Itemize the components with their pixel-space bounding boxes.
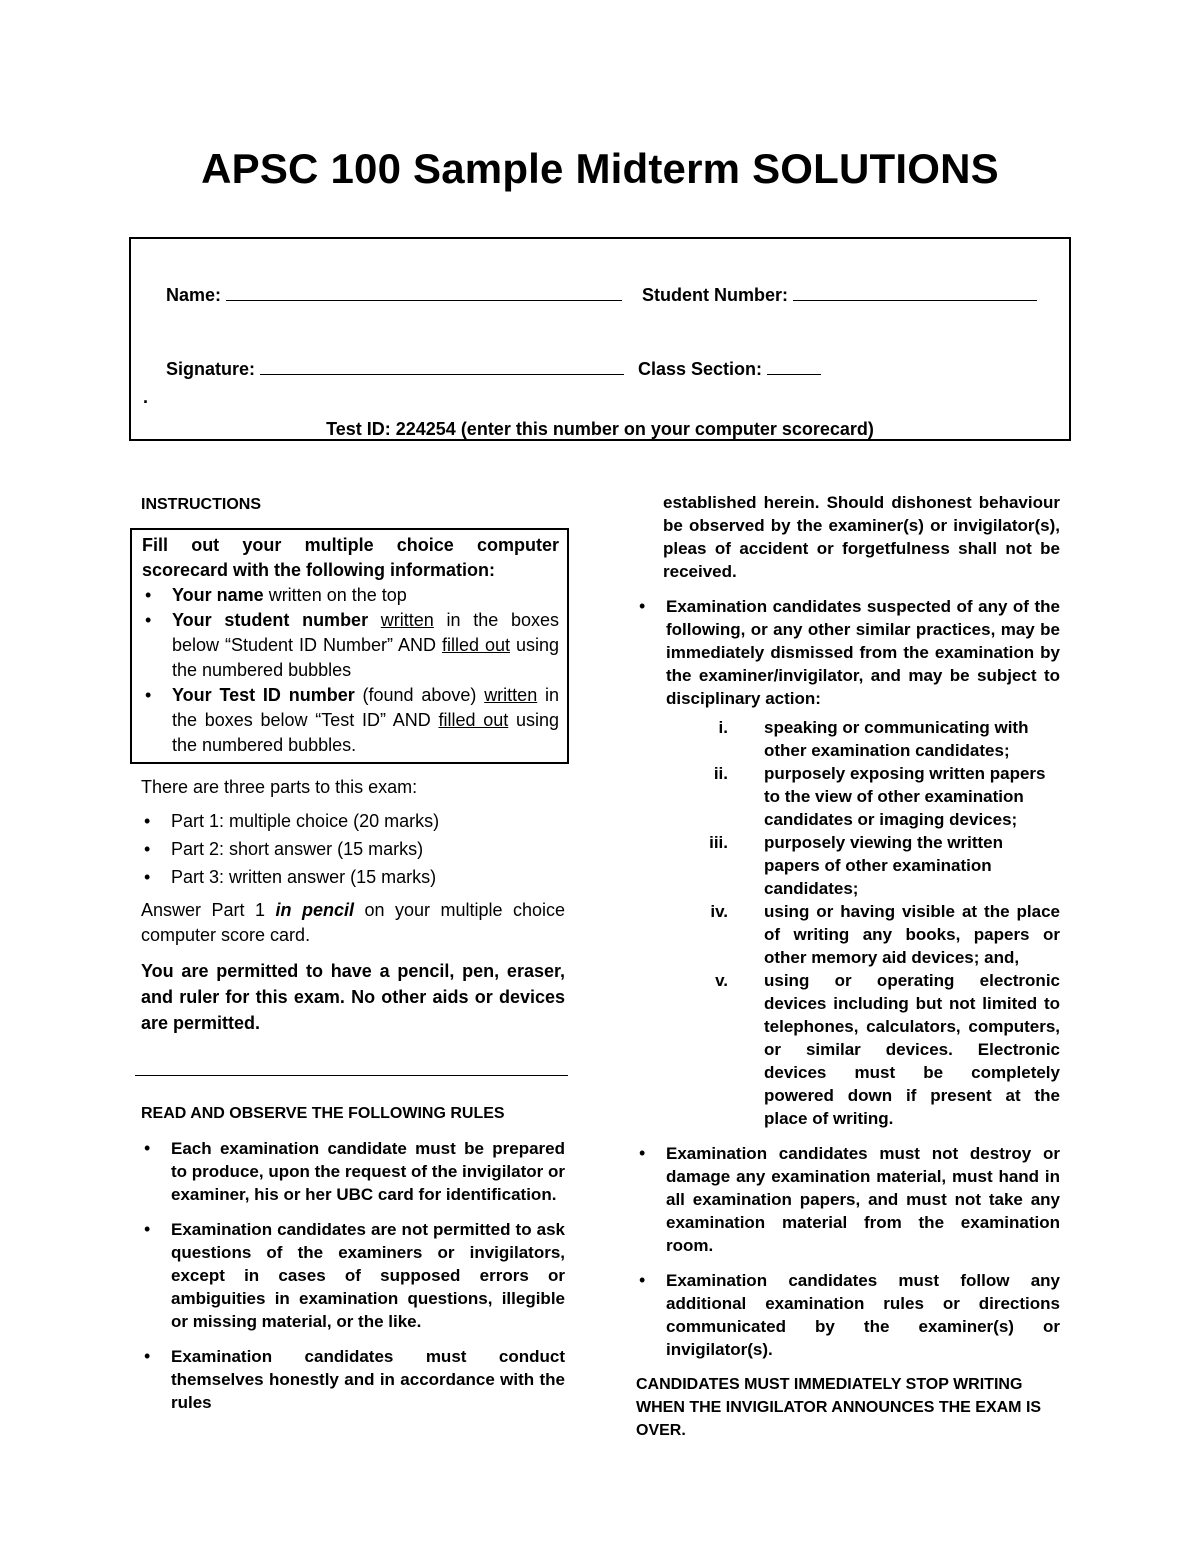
- scorecard-instructions-box: [130, 528, 569, 764]
- list-item: • Part 3: written answer (15 marks): [141, 865, 565, 890]
- instructions-heading: INSTRUCTIONS: [141, 496, 261, 513]
- list-item: • Examination candidates must not destroy or damage any examination material, must hand in all examination papers, and must not take any examination material from the examination room.: [636, 1142, 1060, 1257]
- parts-list: [141, 809, 565, 890]
- list-item: i. speaking or communicating with other examination candidates;: [718, 718, 1029, 760]
- student-info-box: [129, 237, 1071, 441]
- list-item: • Examination candidates are not permitted to ask questions of the examiners or invigilators, except in cases of supposed errors or ambiguities in examination questions, illegible or missing material, or the like.: [141, 1218, 565, 1333]
- name-row: [166, 284, 622, 306]
- class-section-row: [638, 358, 821, 380]
- list-item: • Your student number written in the boxes below “Student ID Number” AND filled out using the numbered bubbles: [142, 608, 559, 683]
- divider: [135, 1075, 568, 1076]
- list-item: • Part 2: short answer (15 marks): [141, 837, 565, 862]
- class-section-field[interactable]: [767, 358, 821, 375]
- stray-dot: .: [143, 387, 149, 407]
- list-item: iv. using or having visible at the place of writing any books, papers or other memory aid devices; and,: [710, 902, 1060, 967]
- signature-label: Signature:: [166, 359, 256, 379]
- rules-list: [141, 1137, 565, 1414]
- closing-notice: CANDIDATES MUST IMMEDIATELY STOP WRITING WHEN THE INVIGILATOR ANNOUNCES THE EXAM IS OVER.: [636, 1376, 1042, 1439]
- list-item: • Your Test ID number (found above) written in the boxes below “Test ID” AND filled out using the numbered bubbles.: [142, 683, 559, 758]
- class-section-label: Class Section:: [638, 359, 763, 379]
- prohibited-practices-list: [666, 716, 1060, 1130]
- rules-column: [141, 1102, 565, 1426]
- test-id-line: Test ID: 224254 (enter this number on your computer scorecard): [326, 419, 874, 439]
- name-field[interactable]: [226, 284, 622, 301]
- rule3-continued: established herein. Should dishonest behaviour be observed by the examiner(s) or invigilator(s), pleas of accident or forgetfulness shall not be received.: [663, 493, 1060, 581]
- signature-field[interactable]: [260, 358, 624, 375]
- student-number-field[interactable]: [793, 284, 1037, 301]
- list-item: • Each examination candidate must be prepared to produce, upon the request of the invigilator or examiner, his or her UBC card for identification.: [141, 1137, 565, 1206]
- name-label: Name:: [166, 285, 222, 305]
- list-item: • Examination candidates must conduct themselves honestly and in accordance with the rules: [141, 1345, 565, 1414]
- rules-list-continued: [636, 595, 1060, 1361]
- scorecard-intro: Fill out your multiple choice computer scorecard with the following information:: [142, 535, 559, 580]
- parts-intro: There are three parts to this exam:: [141, 777, 418, 797]
- answer-note: Answer Part 1 in pencil on your multiple choice computer score card.: [141, 900, 565, 945]
- left-column: [141, 493, 565, 1036]
- page-title: APSC 100 Sample Midterm SOLUTIONS: [201, 145, 999, 192]
- rules-heading: READ AND OBSERVE THE FOLLOWING RULES: [141, 1105, 505, 1122]
- list-item: • Part 1: multiple choice (20 marks): [141, 809, 565, 834]
- list-item: iii. purposely viewing the written papers of other examination candidates;: [709, 833, 1003, 898]
- student-number-label: Student Number:: [642, 285, 788, 305]
- permitted-aids: You are permitted to have a pencil, pen, eraser, and ruler for this exam. No other aids or devices are permitted.: [141, 961, 565, 1033]
- student-number-row: [642, 284, 1037, 306]
- signature-row: [166, 358, 624, 380]
- list-item: • Examination candidates suspected of any of the following, or any other similar practices, may be immediately dismissed from the examination by the examiner/invigilator, and may be subject to disciplinary action: i. speaking or communicating with other examination candidates; ii. purposely exposing written papers to the view of other examination candidates or imaging devices; iii. purposely viewing the written papers of other examination candidates; iv. using or having visible at the place of writing any books, papers or other memory aid devices; and, v. using or operating electronic devices including but not limited to telephones, calculators, computers, or similar devices. Electronic devices must be completely powered down if present at the place of writing.: [636, 595, 1060, 1130]
- list-item: v. using or operating electronic devices including but not limited to telephones, calculators, computers, or similar devices. Electronic devices must be completely powered down if present at the place of writing.: [715, 971, 1060, 1128]
- list-item: • Your name written on the top: [142, 583, 559, 608]
- list-item: ii. purposely exposing written papers to the view of other examination candidates or imaging devices;: [713, 764, 1046, 829]
- right-column: [636, 491, 1060, 1442]
- list-item: • Examination candidates must follow any additional examination rules or directions communicated by the examiner(s) or invigilator(s).: [636, 1269, 1060, 1361]
